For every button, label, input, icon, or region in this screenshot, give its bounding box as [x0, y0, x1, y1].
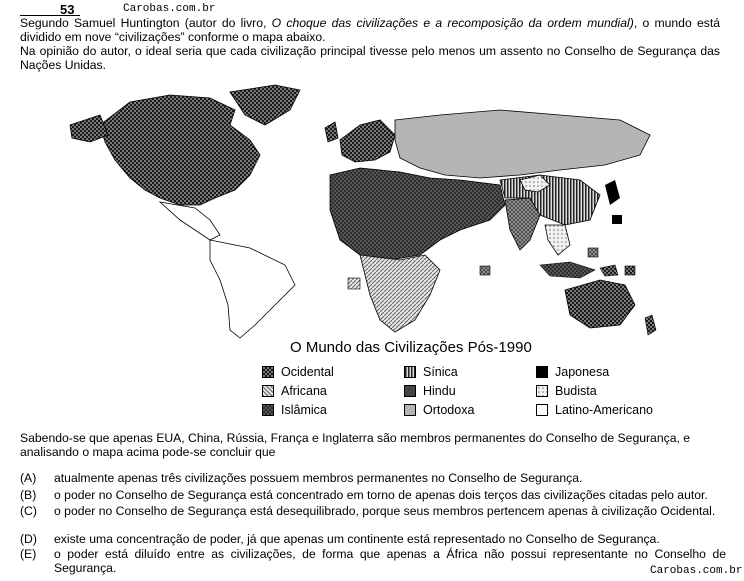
- indian-ocean-marker: [480, 266, 490, 275]
- legend-label: Ortodoxa: [423, 403, 475, 417]
- option-a[interactable]: [20, 471, 726, 485]
- option-label: (E): [20, 547, 37, 561]
- legend-label: Ocidental: [281, 365, 334, 379]
- option-c[interactable]: [20, 504, 726, 518]
- legend-hindu: [404, 383, 456, 399]
- option-text: o poder está diluído entre as civilizações, de forma que apenas a África não possui representante no Conselho de Segurança.: [54, 547, 726, 575]
- legend-label: Islâmica: [281, 403, 327, 417]
- atlantic-marker: [348, 278, 360, 289]
- legend-swatch: [536, 366, 548, 378]
- intro-text-start: Segundo Samuel Huntington (autor do livro,: [20, 16, 272, 30]
- question-number: 53: [60, 2, 75, 17]
- watermark-top: Carobas.com.br: [123, 3, 216, 15]
- legend-label: Sínica: [423, 365, 458, 379]
- legend-label: Hindu: [423, 384, 456, 398]
- legend-swatch: [536, 404, 548, 416]
- legend-swatch: [262, 404, 274, 416]
- region-islamic: [330, 168, 505, 260]
- option-d[interactable]: [20, 532, 726, 546]
- region-oceania-island: [600, 265, 618, 276]
- region-southeast-asia: [545, 225, 570, 255]
- intro-text-end: , o mundo está dividido em nove “civilizações” conforme o mapa abaixo.: [20, 16, 720, 44]
- japan-marker: [612, 215, 622, 224]
- legend-africana: [262, 383, 327, 399]
- region-new-zealand: [645, 315, 656, 335]
- region-japan: [605, 180, 620, 205]
- region-africa: [360, 255, 440, 332]
- legend-swatch: [404, 404, 416, 416]
- option-label: (B): [20, 488, 37, 502]
- option-text: existe uma concentração de poder, já que apenas um continente está representado no Conselho de Segurança.: [54, 532, 660, 546]
- legend-budista: [536, 383, 597, 399]
- region-greenland: [230, 85, 300, 125]
- intro-second-paragraph: Na opinião do autor, o ideal seria que cada civilização principal tivesse pelo menos um assento no Conselho de Segurança das Nações Unidas.: [20, 44, 720, 72]
- option-text: o poder no Conselho de Segurança está desequilibrado, porque seus membros pertencem apenas à civilização Ocidental.: [54, 504, 716, 518]
- region-europe-west: [340, 120, 395, 162]
- legend-swatch: [262, 385, 274, 397]
- region-central-america: [160, 202, 220, 240]
- option-e[interactable]: [20, 547, 726, 575]
- option-label: (C): [20, 504, 37, 518]
- watermark-bottom: Carobas.com.br: [650, 565, 743, 577]
- option-label: (A): [20, 471, 37, 485]
- region-alaska: [70, 115, 108, 142]
- option-label: (D): [20, 532, 37, 546]
- region-north-america: [100, 95, 260, 205]
- region-south-america: [210, 240, 295, 338]
- legend-latino-americano: [536, 402, 653, 418]
- question-stem: Sabendo-se que apenas EUA, China, Rússia, França e Inglaterra são membros permanentes do Conselho de Segurança, e analisando o mapa acima pode-se concluir que: [20, 431, 691, 459]
- legend-swatch: [404, 366, 416, 378]
- legend-ocidental: [262, 364, 334, 380]
- option-text: o poder no Conselho de Segurança está concentrado em torno de apenas dois terços das civilizações citadas pelo autor.: [54, 488, 708, 502]
- legend-label: Latino-Americano: [555, 403, 653, 417]
- region-indonesia: [540, 262, 595, 278]
- map-title: O Mundo das Civilizações Pós-1990: [290, 339, 532, 356]
- region-russia: [395, 110, 650, 178]
- legend-swatch: [262, 366, 274, 378]
- legend-ortodoxa: [404, 402, 474, 418]
- legend-swatch: [536, 385, 548, 397]
- legend-label: Japonesa: [555, 365, 610, 379]
- legend-japonesa: [536, 364, 609, 380]
- region-australia: [565, 280, 635, 328]
- legend-sinica: [404, 364, 458, 380]
- option-text: atualmente apenas três civilizações possuem membros permanentes no Conselho de Segurança.: [54, 471, 583, 485]
- world-civilizations-map: [60, 80, 680, 340]
- question-intro: [20, 16, 720, 72]
- legend-swatch: [404, 385, 416, 397]
- intro-book-title: O choque das civilizações e a recomposição da ordem mundial): [271, 16, 634, 30]
- region-uk: [325, 122, 338, 142]
- philippines-marker: [588, 248, 598, 257]
- legend-label: Africana: [281, 384, 327, 398]
- pacific-marker: [625, 266, 635, 275]
- option-b[interactable]: [20, 488, 726, 502]
- map-legend: [262, 364, 682, 420]
- legend-islamica: [262, 402, 327, 418]
- legend-label: Budista: [555, 384, 597, 398]
